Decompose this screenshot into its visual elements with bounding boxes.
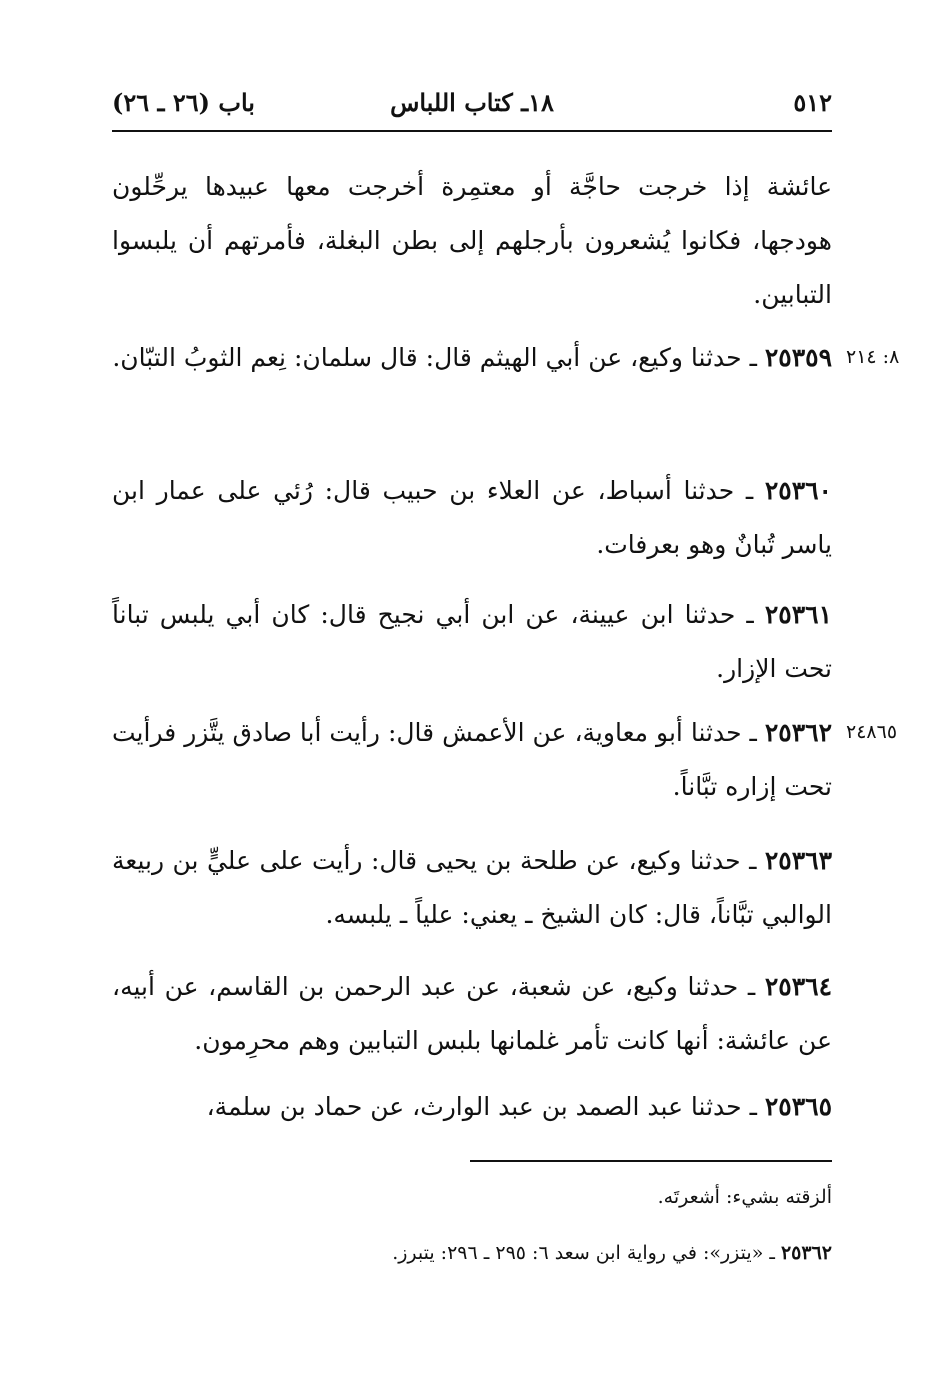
hadith-text: ـ حدثنا أسباط، عن العلاء بن حبيب قال: رُئي على عمار ابن ياسر تُبانٌ وهو بعرفات. — [112, 476, 832, 559]
hadith-number: ٢٥٣٦٥ — [764, 1092, 832, 1121]
hadith-entry — [112, 588, 832, 696]
footnote — [112, 1182, 832, 1212]
footnote-divider — [470, 1160, 832, 1162]
margin-reference: ٢٤٨٦٥ — [846, 721, 898, 743]
hadith-entry — [112, 706, 832, 814]
hadith-number: ٢٥٣٦٤ — [764, 972, 832, 1001]
hadith-number: ٢٥٣٦٣ — [764, 846, 832, 875]
hadith-text: ـ حدثنا عبد الصمد بن عبد الوارث، عن حماد بن سلمة، — [206, 1092, 757, 1121]
hadith-text: ـ حدثنا وكيع، عن أبي الهيثم قال: قال سلمان: نِعم الثوبُ التبّان. — [112, 343, 757, 372]
hadith-entry — [112, 331, 832, 385]
hadith-entry — [112, 834, 832, 942]
margin-reference: ٨: ٢١٤ — [846, 346, 900, 368]
footnote — [112, 1238, 832, 1268]
footnote-number: ٢٥٣٦٢ — [780, 1242, 832, 1264]
hadith-text: ـ حدثنا ابن عيينة، عن ابن أبي نجيح قال: كان أبي يلبس تباناً تحت الإزار. — [112, 600, 832, 683]
hadith-text: ـ حدثنا أبو معاوية، عن الأعمش قال: رأيت أبا صادق يتَّزر فرأيت تحت إزاره تبَّاناً. — [112, 718, 832, 801]
hadith-number: ٢٥٣٦٢ — [764, 718, 832, 747]
footnote-text: ألزقته بشيء: أشعرتَه. — [657, 1186, 832, 1208]
hadith-text: ـ حدثنا وكيع، عن طلحة بن يحيى قال: رأيت على عليٍّ بن ربيعة الوالبي تبَّاناً، قال: كان الشيخ ـ يعني: علياً ـ يلبسه. — [112, 846, 832, 929]
hadith-entry — [112, 960, 832, 1068]
footnote-text: ـ «يتزر»: في رواية ابن سعد ٦: ٢٩٥ ـ ٢٩٦: يتبرز. — [392, 1242, 775, 1264]
chapter-title: باب (٢٦ ـ ٢٦) — [112, 88, 255, 117]
paragraph-text: عائشة إذا خرجت حاجَّة أو معتمِرة أخرجت معها عبيدها يرحِّلون هودجها، فكانوا يُشعرون بأرجلهم إلى بطن البغلة، فأمرتهم أن يلبسوا التبابين. — [112, 172, 832, 309]
page-number: ٥١٢ — [793, 88, 832, 117]
running-header — [112, 84, 832, 124]
hadith-number: ٢٥٣٦٠ — [764, 476, 832, 505]
hadith-text: ـ حدثنا وكيع، عن شعبة، عن عبد الرحمن بن القاسم، عن أبيه، عن عائشة: أنها كانت تأمر غلمانها بلبس التبابين وهم محرِمون. — [112, 972, 832, 1055]
hadith-entry — [112, 464, 832, 572]
hadith-number: ٢٥٣٥٩ — [764, 343, 832, 372]
header-divider — [112, 130, 832, 132]
paragraph — [112, 160, 832, 322]
hadith-entry — [112, 1080, 832, 1134]
hadith-number: ٢٥٣٦١ — [764, 600, 832, 629]
book-title: ١٨ـ كتاب اللباس — [390, 88, 554, 117]
